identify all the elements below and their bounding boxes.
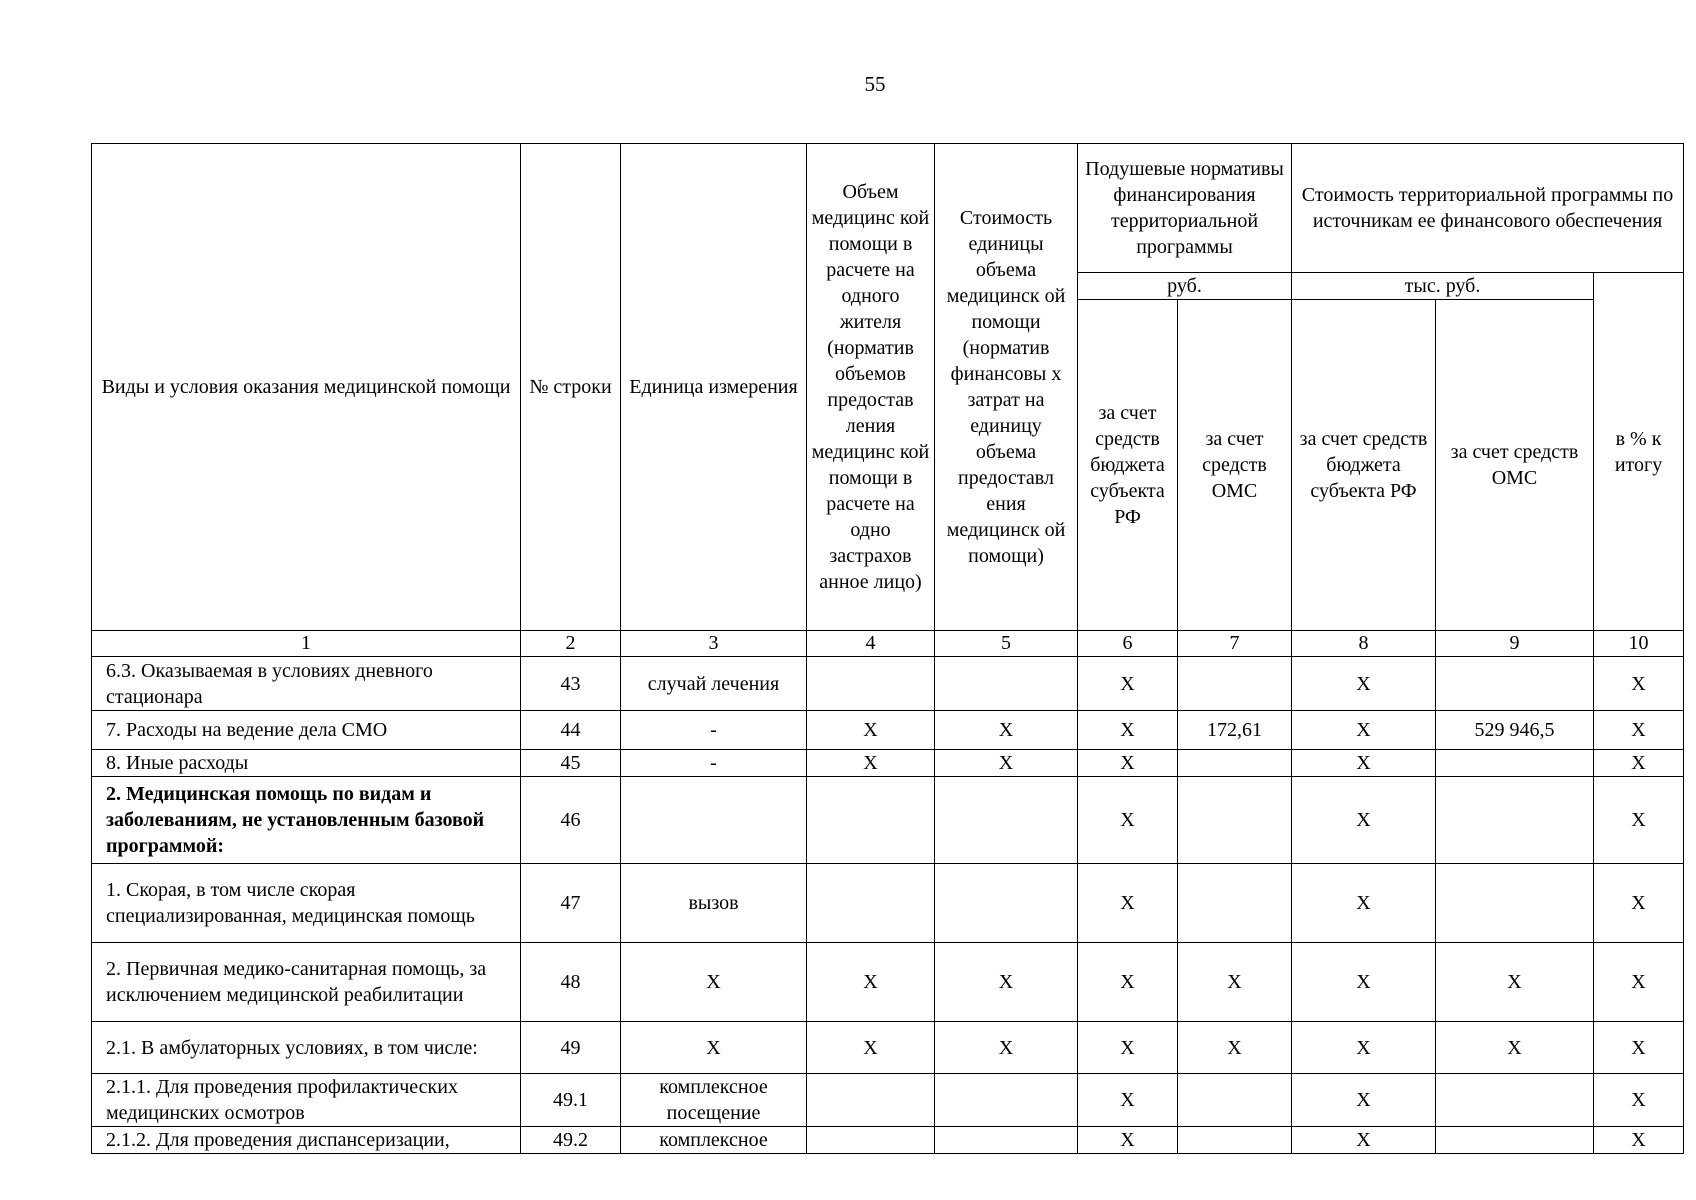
table-cell: X bbox=[1292, 1127, 1436, 1154]
table-cell: X bbox=[1078, 1074, 1178, 1127]
table-cell bbox=[1178, 750, 1292, 777]
row-number: 49 bbox=[521, 1022, 621, 1074]
header-unit-cost: Стоимость единицы объема медицинск ой помощи (норматив финансовы х затрат на единицу объема предоставл ения медицинск ой помощи) bbox=[935, 144, 1078, 631]
table-cell: X bbox=[621, 1022, 807, 1074]
table-cell: 172,61 bbox=[1178, 711, 1292, 750]
table-cell: X bbox=[935, 750, 1078, 777]
table-cell bbox=[807, 1074, 935, 1127]
table-cell: X bbox=[935, 711, 1078, 750]
table-cell: X bbox=[1292, 864, 1436, 943]
row-label: 8. Иные расходы bbox=[92, 750, 521, 777]
table-cell: - bbox=[621, 750, 807, 777]
table-cell: комплексное посещение bbox=[621, 1074, 807, 1127]
table-cell: X bbox=[1594, 864, 1684, 943]
header-unit: Единица измерения bbox=[621, 144, 807, 631]
table-row bbox=[92, 943, 1684, 1022]
table-cell: 529 946,5 bbox=[1436, 711, 1594, 750]
table-cell: X bbox=[1078, 711, 1178, 750]
column-number-row bbox=[92, 631, 1684, 657]
table-cell: X bbox=[807, 943, 935, 1022]
table-cell: X bbox=[1078, 750, 1178, 777]
column-number: 1 bbox=[92, 631, 521, 657]
table-cell: X bbox=[807, 711, 935, 750]
table-cell: X bbox=[1292, 750, 1436, 777]
table-cell bbox=[1436, 777, 1594, 864]
table-cell: X bbox=[1594, 1074, 1684, 1127]
table-cell bbox=[935, 864, 1078, 943]
table-cell: X bbox=[807, 1022, 935, 1074]
table-cell: X bbox=[1292, 711, 1436, 750]
row-label: 2. Медицинская помощь по видам и заболеваниям, не установленным базовой программой: bbox=[92, 777, 521, 864]
table-cell bbox=[935, 1074, 1078, 1127]
table-cell bbox=[1436, 864, 1594, 943]
table-cell: случай лечения bbox=[621, 657, 807, 711]
column-number: 5 bbox=[935, 631, 1078, 657]
table-cell bbox=[1178, 1127, 1292, 1154]
header-cost-budget: за счет средств бюджета субъекта РФ bbox=[1292, 300, 1436, 631]
table-body bbox=[92, 657, 1684, 1154]
row-number: 44 bbox=[521, 711, 621, 750]
table-cell bbox=[1436, 657, 1594, 711]
table-cell bbox=[807, 1127, 935, 1154]
table-cell: X bbox=[1178, 1022, 1292, 1074]
row-number: 49.1 bbox=[521, 1074, 621, 1127]
table-row bbox=[92, 711, 1684, 750]
header-volume-per-resident: Объем медицинс кой помощи в расчете на одного жителя (норматив объемов предостав ления медицинс кой помощи в расчете на одно застрахов анное лицо) bbox=[807, 144, 935, 631]
table-row bbox=[92, 657, 1684, 711]
table-cell: X bbox=[1594, 711, 1684, 750]
column-number: 4 bbox=[807, 631, 935, 657]
table-cell: X bbox=[1594, 943, 1684, 1022]
table-cell: X bbox=[621, 943, 807, 1022]
header-per-capita-oms: за счет средств ОМС bbox=[1178, 300, 1292, 631]
column-number: 9 bbox=[1436, 631, 1594, 657]
table-cell bbox=[621, 777, 807, 864]
table-cell: X bbox=[935, 1022, 1078, 1074]
table-cell: - bbox=[621, 711, 807, 750]
table-cell: X bbox=[1078, 657, 1178, 711]
table-cell: X bbox=[935, 943, 1078, 1022]
table-cell: комплексное bbox=[621, 1127, 807, 1154]
table-cell: X bbox=[1594, 750, 1684, 777]
column-number: 8 bbox=[1292, 631, 1436, 657]
table-row bbox=[92, 1127, 1684, 1154]
header-percent-of-total: в % к итогу bbox=[1594, 273, 1684, 631]
header-per-capita-budget: за счет средств бюджета субъекта РФ bbox=[1078, 300, 1178, 631]
row-label: 2.1.2. Для проведения диспансеризации, bbox=[92, 1127, 521, 1154]
table-cell: X bbox=[1078, 943, 1178, 1022]
table-cell: X bbox=[1594, 1127, 1684, 1154]
table-cell: X bbox=[1292, 1074, 1436, 1127]
header-unit-rub: руб. bbox=[1078, 273, 1292, 300]
table-cell bbox=[1436, 1127, 1594, 1154]
table-row bbox=[92, 1074, 1684, 1127]
table-cell: X bbox=[1594, 657, 1684, 711]
header-types-conditions: Виды и условия оказания медицинской помощи bbox=[92, 144, 521, 631]
row-label: 7. Расходы на ведение дела СМО bbox=[92, 711, 521, 750]
table-row bbox=[92, 1022, 1684, 1074]
table-cell bbox=[1436, 750, 1594, 777]
header-per-capita-norms: Подушевые нормативы финансирования территориальной программы bbox=[1078, 144, 1292, 273]
column-number: 7 bbox=[1178, 631, 1292, 657]
table-row bbox=[92, 777, 1684, 864]
table-cell: X bbox=[1178, 943, 1292, 1022]
table-cell bbox=[1178, 864, 1292, 943]
table-cell: X bbox=[1078, 1127, 1178, 1154]
table-cell bbox=[807, 657, 935, 711]
table-cell bbox=[807, 777, 935, 864]
table-cell: X bbox=[807, 750, 935, 777]
table-cell: X bbox=[1292, 943, 1436, 1022]
page-number: 55 bbox=[864, 72, 886, 96]
row-label: 1. Скорая, в том числе скорая специализированная, медицинская помощь bbox=[92, 864, 521, 943]
table-cell bbox=[1436, 1074, 1594, 1127]
table-cell bbox=[935, 777, 1078, 864]
table-row bbox=[92, 750, 1684, 777]
row-number: 43 bbox=[521, 657, 621, 711]
header-cost-oms: за счет средств ОМС bbox=[1436, 300, 1594, 631]
row-number: 45 bbox=[521, 750, 621, 777]
table-cell: X bbox=[1436, 943, 1594, 1022]
row-label: 2. Первичная медико-санитарная помощь, за исключением медицинской реабилитации bbox=[92, 943, 521, 1022]
header-program-cost: Стоимость территориальной программы по источникам ее финансового обеспечения bbox=[1292, 144, 1684, 273]
table-cell bbox=[1178, 777, 1292, 864]
row-label: 2.1. В амбулаторных условиях, в том числе: bbox=[92, 1022, 521, 1074]
row-label: 2.1.1. Для проведения профилактических медицинских осмотров bbox=[92, 1074, 521, 1127]
row-number: 46 bbox=[521, 777, 621, 864]
table-cell: X bbox=[1292, 1022, 1436, 1074]
table-cell: X bbox=[1292, 657, 1436, 711]
table-cell bbox=[935, 657, 1078, 711]
row-number: 49.2 bbox=[521, 1127, 621, 1154]
table-cell bbox=[935, 1127, 1078, 1154]
table-cell: X bbox=[1078, 1022, 1178, 1074]
column-number: 10 bbox=[1594, 631, 1684, 657]
row-number: 47 bbox=[521, 864, 621, 943]
header-row-number: № строки bbox=[521, 144, 621, 631]
table-cell: X bbox=[1292, 777, 1436, 864]
table-cell: X bbox=[1436, 1022, 1594, 1074]
row-number: 48 bbox=[521, 943, 621, 1022]
row-label: 6.3. Оказываемая в условиях дневного стационара bbox=[92, 657, 521, 711]
table-cell: вызов bbox=[621, 864, 807, 943]
table-cell: X bbox=[1078, 864, 1178, 943]
column-number: 2 bbox=[521, 631, 621, 657]
table-cell: X bbox=[1078, 777, 1178, 864]
table-cell: X bbox=[1594, 1022, 1684, 1074]
table-cell bbox=[807, 864, 935, 943]
financing-table bbox=[91, 143, 1684, 1154]
table-cell bbox=[1178, 657, 1292, 711]
column-number: 3 bbox=[621, 631, 807, 657]
table-cell bbox=[1178, 1074, 1292, 1127]
column-number: 6 bbox=[1078, 631, 1178, 657]
table-cell: X bbox=[1594, 777, 1684, 864]
table-row bbox=[92, 864, 1684, 943]
header-unit-thousand-rub: тыс. руб. bbox=[1292, 273, 1594, 300]
